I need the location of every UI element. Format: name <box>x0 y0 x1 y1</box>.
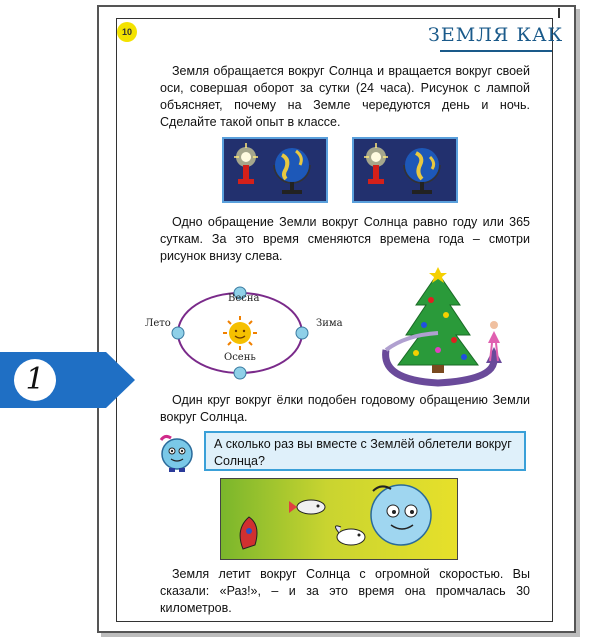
sun-icon <box>223 316 257 350</box>
paragraph-rotation-text: Земля обращается вокруг Солнца и вращается вокруг своей оси, совершая оборот за сутки (24 часа). Рисунок с лампой объясняет, почему на Земле чередуются день и ночь. Сделайте такой опыт в классе. <box>160 64 530 129</box>
header-divider <box>440 50 552 52</box>
christmas-tree-illustration <box>376 265 536 395</box>
orbit-label-winter: Зима <box>316 318 343 329</box>
christmas-tree-icon <box>398 267 478 373</box>
earth-mascot-icon <box>155 430 199 474</box>
earth-summer-icon <box>172 327 184 339</box>
crop-mark <box>558 8 560 18</box>
orbit-label-autumn: Осень <box>224 352 256 363</box>
earth-autumn-icon <box>234 367 246 379</box>
paragraph-tree-text: Один круг вокруг ёлки подобен годовому обращению Земли вокруг Солнца. <box>160 393 530 424</box>
lamp-globe-photo-1 <box>222 137 328 203</box>
flying-characters-illustration <box>221 479 457 559</box>
earth-character-icon <box>371 485 431 545</box>
paragraph-year-text: Одно обращение Земли вокруг Солнца равно году или 365 суткам. За это время сменяются времена года – смотри рисунок внизу слева. <box>160 215 530 263</box>
orbit-label-summer: Лето <box>145 318 171 329</box>
earth-winter-icon <box>296 327 308 339</box>
paragraph-rotation <box>160 63 530 131</box>
rocket-character-icon <box>240 517 257 549</box>
page-title: ЗЕМЛЯ КАК <box>428 24 564 46</box>
fish-character-icon <box>289 500 325 514</box>
orbit-label-spring: Весна <box>228 293 260 304</box>
paragraph-tree <box>160 392 530 426</box>
paragraph-year <box>160 214 530 265</box>
page-number: 10 <box>117 22 137 42</box>
question-callout: А сколько раз вы вместе с Землёй облетели вокруг Солнца? <box>204 431 526 471</box>
lamp-globe-photo-2 <box>352 137 458 203</box>
lamp-globe-illustration <box>354 139 456 201</box>
space-illustration <box>220 478 458 560</box>
bird-character-icon <box>335 526 365 545</box>
paragraph-speed <box>160 566 530 617</box>
chapter-badge-number: 1 <box>25 362 45 397</box>
paragraph-speed-text: Земля летит вокруг Солнца с огромной скоростью. Вы сказали: «Раз!», – и за это время она промчалась 30 километров. <box>160 567 530 615</box>
lamp-globe-illustration <box>224 139 326 201</box>
